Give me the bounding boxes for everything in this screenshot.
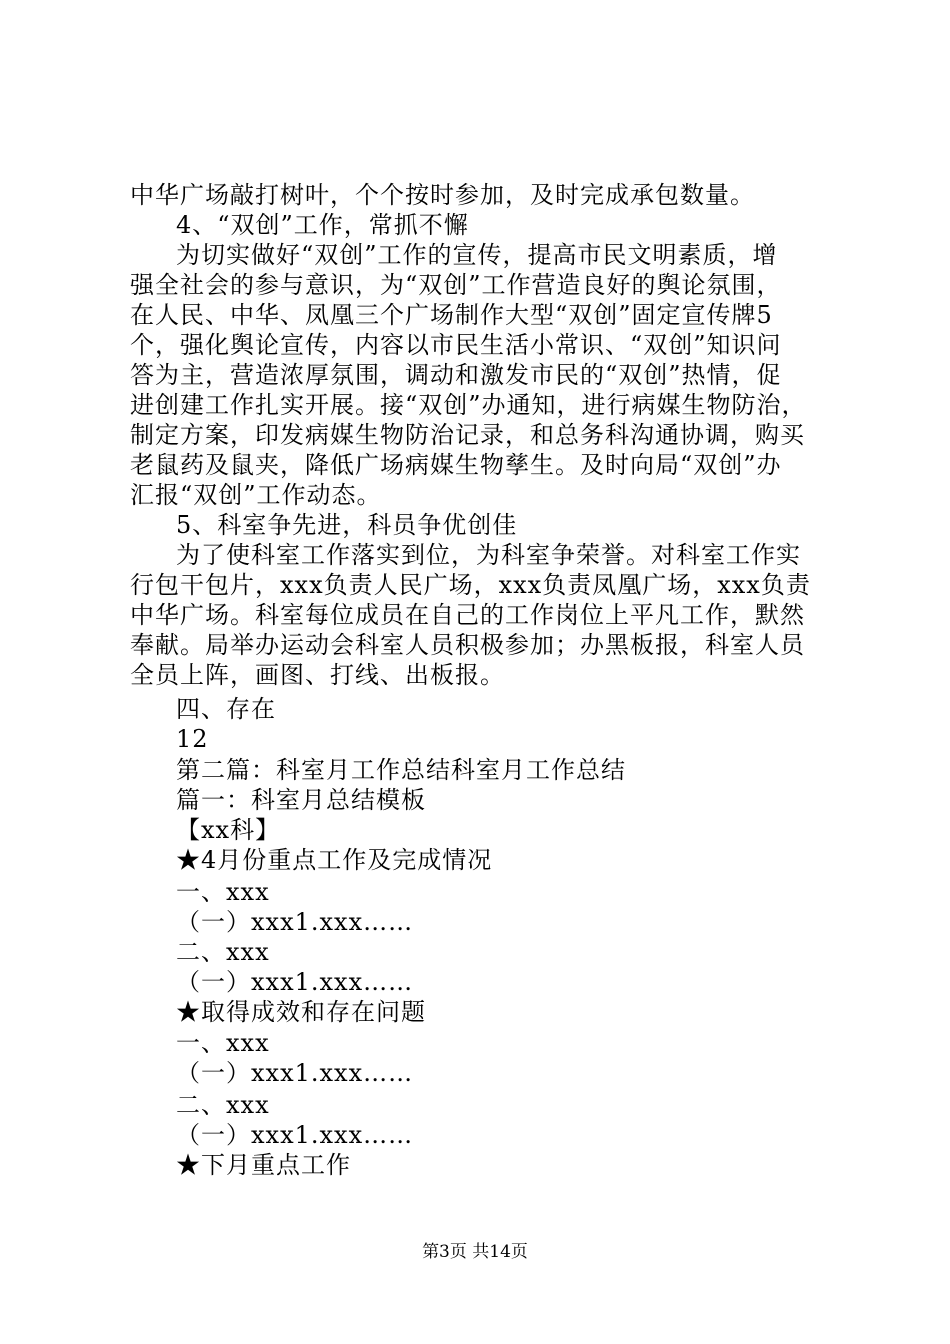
text-line: 中华广场。科室每位成员在自己的工作岗位上平凡工作，默然 [130,601,805,629]
text-line: 汇报“双创”工作动态。 [130,481,382,509]
text-line: 全员上阵，画图、打线、出板报。 [130,661,505,689]
list-item: （一）xxx1.xxx…… [176,908,414,936]
list-item: （一）xxx1.xxx…… [176,968,414,996]
text-line: 强全社会的参与意识，为“双创”工作营造良好的舆论氛围， [130,271,782,299]
section-heading: ★取得成效和存在问题 [176,998,426,1026]
section-heading: 4、“双创”工作，常抓不懈 [176,211,469,239]
article-title: 第二篇：科室月工作总结科室月工作总结 [176,756,626,784]
text-line: 进创建工作扎实开展。接“双创”办通知，进行病媒生物防治， [130,391,807,419]
list-item: （一）xxx1.xxx…… [176,1059,414,1087]
text-line: 个，强化舆论宣传，内容以市民生活小常识、“双创”知识问 [130,331,782,359]
article-subtitle: 篇一：科室月总结模板 [176,786,426,814]
section-heading: 5、科室争先进，科员争优创佳 [176,511,518,539]
text-line: 奉献。局举办运动会科室人员积极参加；办黑板报，科室人员 [130,631,805,659]
text-line: 行包干包片，xxx负责人民广场，xxx负责凤凰广场，xxx负责 [130,571,811,599]
text-line: 中华广场敲打树叶，个个按时参加，及时完成承包数量。 [130,181,755,209]
list-item: （一）xxx1.xxx…… [176,1121,414,1149]
text-line: 答为主，营造浓厚氛围，调动和激发市民的“双创”热情，促 [130,361,782,389]
section-heading: ★下月重点工作 [176,1151,351,1179]
section-heading: ★4月份重点工作及完成情况 [176,846,493,874]
list-item: 一、xxx [176,878,270,906]
page-number-text: 12 [176,725,209,753]
list-item: 二、xxx [176,938,270,966]
text-line: 制定方案，印发病媒生物防治记录，和总务科沟通协调，购买 [130,421,805,449]
list-item: 一、xxx [176,1029,270,1057]
text-line: 为了使科室工作落实到位，为科室争荣誉。对科室工作实 [176,541,801,569]
text-line: 老鼠药及鼠夹，降低广场病媒生物孳生。及时向局“双创”办 [130,451,782,479]
text-line: 为切实做好“双创”工作的宣传，提高市民文明素质，增 [176,241,778,269]
page-footer: 第3页 共14页 [422,1242,528,1262]
text-line: 在人民、中华、凤凰三个广场制作大型“双创”固定宣传牌5 [130,301,773,329]
section-heading: 四、存在 [176,695,276,723]
department-label: 【xx科】 [176,816,281,844]
list-item: 二、xxx [176,1091,270,1119]
